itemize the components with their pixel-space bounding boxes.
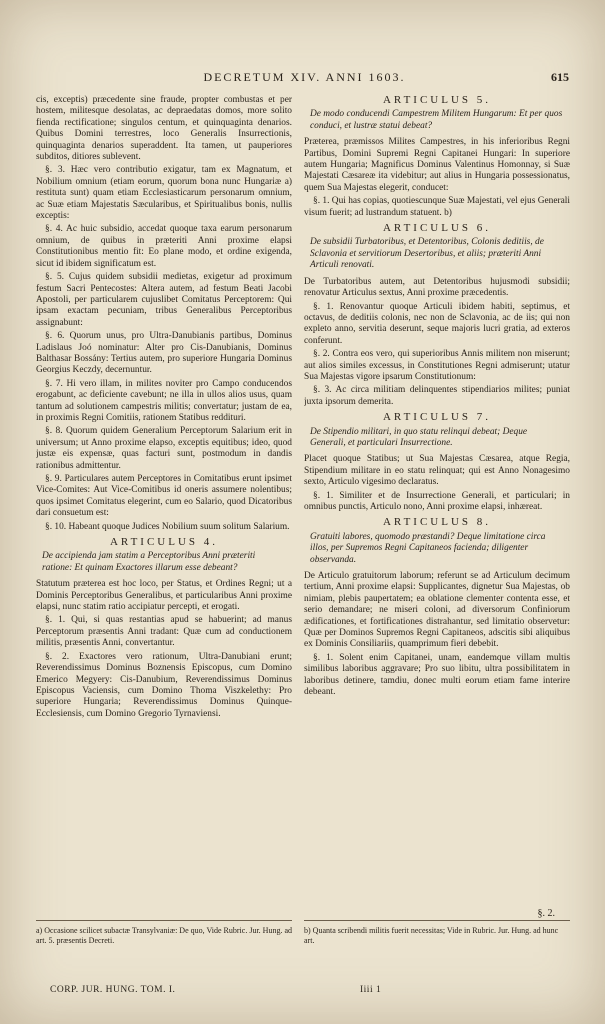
header-title: DECRETUM XIV. ANNI 1603.: [203, 70, 406, 84]
paragraph: §. 3. Ac circa militiam delinquentes stipendiarios milites; puniat juxta ipsorum demerita.: [304, 385, 570, 407]
paragraph: §. 1. Similiter et de Insurrectione Generali, et particulari; in omnibus punctis, Articulo nono, Anni proxime elapsi, inhæreat.: [304, 490, 570, 512]
paragraph: Statutum præterea est hoc loco, per Status, et Ordines Regni; ut a Dominis Perceptoribus Generalibus, et particularibus Anni proxime elapsi, nunc statim ratio accipiatur percepti, et erogati.: [36, 579, 292, 613]
paragraph: §. 1. Qui has copias, quotiescunque Suæ Majestati, vel ejus Generali visum fuerit; ad lustrandum statuent. b): [304, 196, 570, 218]
paragraph: §. 1. Qui, si quas restantias apud se habuerint; ad manus Perceptorum præsentis Anni tradant: Quæ cum ad conductionem militis, præsentis Anni, convertantur.: [36, 615, 292, 649]
left-column: [36, 95, 292, 930]
gathering-signature: Iiii 1: [360, 985, 382, 995]
paragraph: §. 8. Quorum quidem Generalium Perceptorum Salarium erit in universum; ut Anno proxime elapso, exceptis equitibus; ideo, quod justæ eis expensæ, quas facturi sunt, postmodum in dandis rationibus admittentur.: [36, 426, 292, 471]
paragraph: §. 4. Ac huic subsidio, accedat quoque taxa earum personarum omnium, de quibus in præteriti Anni proxime elapsi Constitutionibus mentio fit: Eo plane modo, et ordine exigenda, sicut id ibidem significatum est.: [36, 224, 292, 269]
right-column: [304, 95, 570, 930]
article-4-subtitle: De accipienda jam statim a Perceptoribus Anni præteriti ratione: Et quinam Exactores illarum esse debeant?: [42, 551, 256, 573]
footnote-a: a) Occasione scilicet subactæ Transylvaniæ: De quo, Vide Rubric. Jur. Hung. ad art. 5. præsentis Decreti.: [36, 926, 292, 945]
article-7-heading: ARTICULUS 7.: [382, 411, 492, 424]
paragraph: cis, exceptis) præcedente sine fraude, propter combustas et per hostem, militesque desolatas, ac depraedatas domos, more solito fienda rectificatione; singulos centum, et quinquaginta denarios. Quibus Domini terrestres, loco Generalis Insurrectionis, quinquaginta denarios superaddent. Ita tamen, ut pauperiores subditos, ditiores sublevent.: [36, 95, 292, 163]
paragraph: §. 7. Hi vero illam, in milites noviter pro Campo conducendos erogabunt, ac deficiente cavebunt; ne illa in ullos alios usus, quam tantum ad solutionem campestris militis; convertatur; justam de ea, in proximis Regni Comitiis, rationem Statibus reddituri.: [36, 378, 292, 423]
paragraph: §. 2. Exactores vero rationum, Ultra-Danubiani erunt; Reverendissimus Dominus Boznensis Episcopus, cum Domino Emerico Megyery: Cis-Danubium, Reverendissimus Dominus Episcopus Vaciensis, cum Domino Thoma Viszkelethy: Pro superiore Hungaria; Reverendissimus Dominus Quinque-Ecclesiensis, cum Domino Gregorio Tyrnaviensi.: [36, 651, 292, 719]
paragraph: §. 3. Hæc vero contributio exigatur, tam ex Magnatum, et Nobilium omnium (etiam eorum, quorum bona nunc Hungariæ a) restituta sunt) quam etiam Ecclesiasticarum personarum omnium, ac Suæ etiam Majestatis Sæcularibus, et Spiritualibus bonis, nullis exceptis:: [36, 165, 292, 222]
paragraph: De Turbatoribus autem, aut Detentoribus hujusmodi subsidii; renovatur Articulus sextus, Anni proxime præcedentis.: [304, 276, 570, 299]
article-6-heading: ARTICULUS 6.: [382, 222, 492, 235]
paragraph: Placet quoque Statibus; ut Sua Majestas Cæsarea, atque Regia, Stipendium militare in eo statu relinquat; qui est Anno Nonagesimo sexto, Articulo vigesimo declaratus.: [304, 454, 570, 488]
page-number: 615: [551, 70, 569, 84]
paragraph: §. 2. Contra eos vero, qui superioribus Annis militem non miserunt; aut alios similes excessus, in Constitutiones Regni admiserunt; utatur Sua Majestas vigore ipsarum Constitutionum:: [304, 349, 570, 382]
footnote-divider: [304, 920, 570, 921]
paragraph: §. 1. Renovantur quoque Articuli ibidem habiti, septimus, et octavus, de deditiis colonis, nec non de Sclavonia, ac de iis; qui non expleto anno, servitia deserunt, seque majoris lucri gratia, ad exteros conferunt.: [304, 301, 570, 346]
paragraph: §. 5. Cujus quidem subsidii medietas, exigetur ad proximum festum Sacri Pentecostes: Altera autem, ad festum Beati Jacobi Apostoli, per particularem cujuslibet Comitatus Perceptorem: Qui ipsam exactam pecuniam, tribus Generalibus Perceptoribus assignabunt:: [36, 272, 292, 328]
running-header: [40, 70, 569, 88]
footnote-divider: [36, 920, 292, 921]
paragraph: §. 6. Quorum unus, pro Ultra-Danubianis partibus, Dominus Ladislaus Joó nominatur: Alter pro Cis-Danubianis, Dominus Balthasar Bossány: Tertius autem, pro superiore Hungaria Dominus Georgius Keczdy, decernuntur.: [36, 331, 292, 376]
volume-signature: CORP. JUR. HUNG. TOM. I.: [50, 985, 176, 995]
article-6-subtitle: De subsidii Turbatoribus, et Detentoribus, Colonis deditiis, de Sclavonia et servitiorum Desertoribus, et aliis; præteriti Anni Articuli renovati.: [310, 237, 544, 271]
paragraph: De Articulo gratuitorum laborum; referunt se ad Articulum decimum tertium, Anni proxime elapsi: Supplicantes, dignetur Sua Majestas, ob nimiam, plebis paupertatem; ea oblatione clementer contenta esse, et serio demandare; ne miseri coloni, ad diversorum Confiniorum ædificationes, et fortificationes distrahantur, sed limitatio observetur: Quæ per Dominos Supremos Regni Capitaneos, adscitis sibi aliquibus ex Dominis Consiliariis, quamprimum fieri debebit.: [304, 571, 570, 650]
article-5-heading: ARTICULUS 5.: [382, 95, 492, 106]
article-7-subtitle: De Stipendio militari, in quo statu relinqui debeat; Deque Generali, et particulari Insurrectione.: [310, 426, 528, 448]
paragraph: §. 1. Solent enim Capitanei, unam, eandemque villam multis similibus laboribus aggravare; Pro suo libitu, ultra possibilitatem in laboribus detinere, tamdiu, donec multi eorum etiam fame interire debeant.: [304, 652, 570, 698]
paragraph: Præterea, præmissos Milites Campestres, in his inferioribus Regni Partibus, Domini Supremi Regni Capitanei Hungari: In superiore autem Hungaria; Magnificus Dominus Valentinus Homonnay, si Suæ Majestati Cæsareæ ita videbitur; aut alius in Hungaria possessionatus, quem Sua Majestas elegerit, conducet:: [304, 137, 570, 193]
paragraph: §. 10. Habeant quoque Judices Nobilium suum solitum Salarium.: [45, 521, 290, 532]
footnote-b: b) Quanta scribendi militis fuerit necessitas; Vide in Rubric. Jur. Hung. ad hunc art.: [304, 926, 559, 945]
article-8-heading: ARTICULUS 8.: [382, 516, 492, 529]
paragraph: §. 9. Particulares autem Perceptores in Comitatibus erunt ipsimet Vice-Comites: Aut Vice-Comitibus id oneris assumere nolentibus; quos ipsimet Comitatus elegerint, cum eo Salario, quod Dicatoribus dari consuetum est:: [36, 474, 292, 519]
catchword: §. 2.: [537, 908, 555, 919]
article-4-heading: ARTICULUS 4.: [109, 536, 219, 549]
article-8-subtitle: Gratuiti labores, quomodo præstandi? Deque limitatione circa illos, per Supremos Regni Capitaneos facienda; diligenter observanda.: [310, 531, 546, 565]
article-5-subtitle: De modo conducendi Campestrem Militem Hungarum: Et per quos conduci, et lustræ statui debeat?: [310, 109, 563, 131]
